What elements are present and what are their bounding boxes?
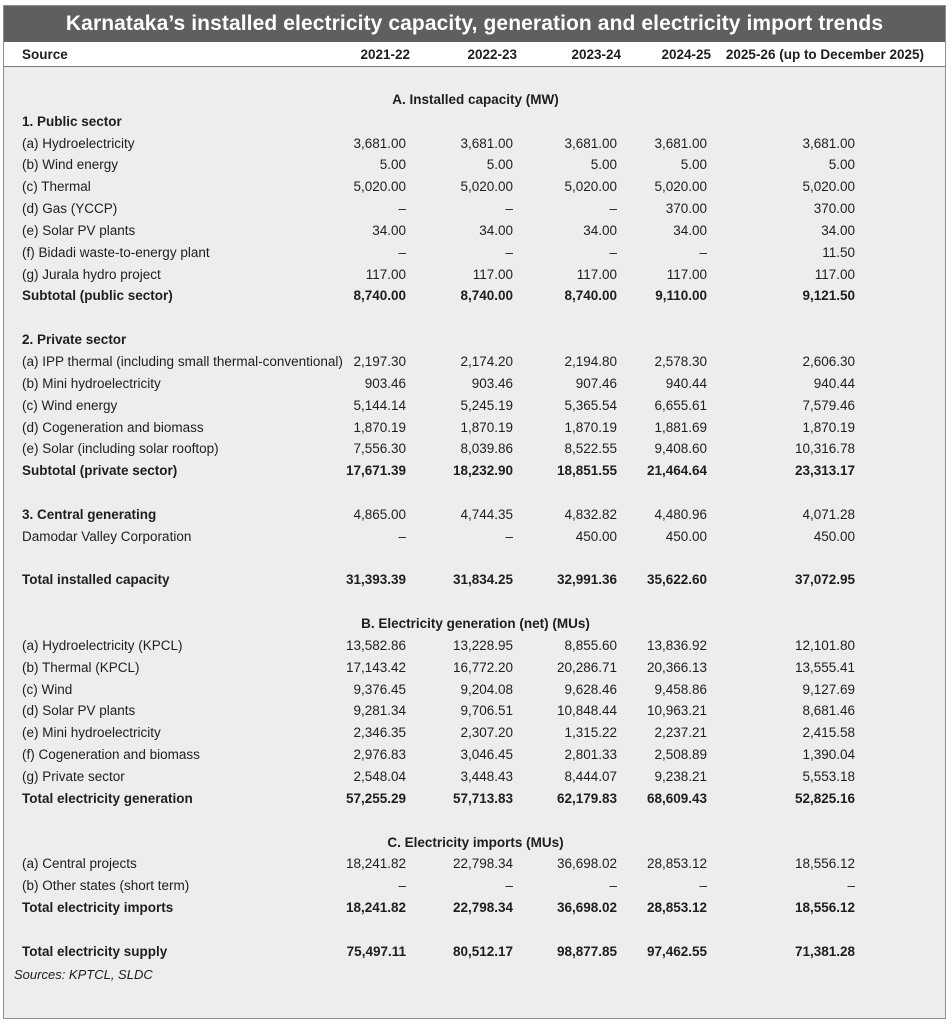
- row-value-1: 31,393.39: [345, 572, 406, 588]
- row-value-5: 12,101.80: [794, 637, 855, 653]
- table-row: [4, 657, 945, 679]
- row-value-5: 5,553.18: [802, 769, 855, 784]
- row-value-4: 34.00: [673, 222, 707, 238]
- row-value-4: 20,366.13: [646, 659, 707, 675]
- row-value-4: 5.00: [680, 157, 707, 173]
- column-header-row: [4, 42, 945, 67]
- row-value-3: 2,801.33: [564, 747, 617, 763]
- row-value-3: –: [609, 244, 617, 260]
- table-row: [4, 744, 945, 766]
- row-value-2: 2,307.20: [460, 725, 513, 741]
- row-value-4: 13,836.92: [646, 637, 707, 653]
- row-value-3: 98,877.85: [556, 943, 617, 959]
- row-value-2: 57,713.83: [452, 790, 513, 806]
- table-row: [4, 264, 945, 286]
- row-value-2: 13,228.95: [452, 637, 513, 653]
- row-label: (a) Central projects: [22, 856, 137, 872]
- table-row: [4, 176, 945, 198]
- row-value-3: 36,698.02: [556, 856, 617, 872]
- table-row: [4, 569, 945, 591]
- row-value-2: 16,772.20: [452, 659, 513, 675]
- column-header-2021-22: 2021-22: [360, 47, 410, 62]
- table-row: [4, 679, 945, 701]
- row-value-3: 62,179.83: [556, 790, 617, 806]
- row-label: Subtotal (public sector): [22, 288, 173, 304]
- row-value-5: 23,313.17: [794, 463, 855, 479]
- row-value-3: 1,315.22: [564, 725, 617, 741]
- row-value-3: 9,628.46: [564, 681, 617, 697]
- row-label: (a) Hydroelectricity: [22, 135, 135, 151]
- row-value-3: 5.00: [590, 157, 617, 173]
- row-value-2: 18,232.90: [452, 463, 513, 479]
- row-value-1: 5.00: [379, 157, 406, 173]
- table-row: [4, 395, 945, 417]
- table-row: [4, 133, 945, 155]
- row-value-4: 28,853.12: [646, 900, 707, 916]
- row-value-2: 31,834.25: [452, 572, 513, 588]
- table-row: [4, 853, 945, 875]
- row-value-5: 18,556.12: [794, 900, 855, 916]
- row-value-4: 2,237.21: [654, 725, 707, 741]
- row-value-3: 8,522.55: [564, 441, 617, 457]
- column-header-2025-26: 2025-26 (up to December 2025): [725, 47, 924, 62]
- row-value-2: 9,706.51: [460, 703, 513, 719]
- row-value-2: 1,870.19: [460, 419, 513, 435]
- row-label: (g) Jurala hydro project: [22, 266, 161, 282]
- table-row: [4, 700, 945, 722]
- row-label: (b) Other states (short term): [22, 878, 190, 894]
- row-value-3: 5,365.54: [564, 397, 617, 413]
- table-row: [4, 351, 945, 373]
- row-value-5: 940.44: [813, 375, 855, 391]
- row-value-1: 117.00: [365, 266, 406, 282]
- row-value-3: 10,848.44: [556, 703, 617, 719]
- row-value-4: 5,020.00: [654, 179, 707, 195]
- row-label: 2. Private sector: [22, 332, 127, 348]
- row-value-4: 940.44: [665, 375, 707, 391]
- row-value-3: 8,740.00: [564, 288, 617, 304]
- row-value-3: 18,851.55: [556, 463, 617, 479]
- row-value-5: 4,071.28: [802, 506, 855, 522]
- row-value-5: 117.00: [814, 266, 855, 282]
- row-value-4: 35,622.60: [646, 572, 707, 588]
- row-value-1: 18,241.82: [345, 900, 406, 916]
- table-row: [4, 329, 945, 351]
- row-value-3: 4,832.82: [564, 506, 617, 522]
- row-value-4: 28,853.12: [646, 856, 707, 872]
- row-label: (c) Thermal: [22, 179, 91, 195]
- row-value-5: 13,555.41: [794, 659, 855, 675]
- table-spacer-row: [4, 307, 945, 329]
- column-header-2022-23: 2022-23: [467, 47, 517, 62]
- row-value-2: 5.00: [486, 157, 513, 173]
- row-value-5: 3,681.00: [802, 135, 855, 151]
- row-value-2: 22,798.34: [452, 900, 513, 916]
- row-value-4: 97,462.55: [646, 943, 707, 959]
- table-row: [4, 220, 945, 242]
- row-value-2: 5,020.00: [460, 179, 513, 195]
- row-value-5: 71,381.28: [794, 943, 855, 959]
- table-row: [4, 635, 945, 657]
- row-label: (e) Solar PV plants: [22, 222, 136, 238]
- column-header-2023-24: 2023-24: [571, 47, 621, 62]
- row-value-4: 3,681.00: [654, 135, 707, 151]
- row-value-3: 117.00: [576, 266, 617, 282]
- row-value-1: 3,681.00: [353, 135, 406, 151]
- table-body: [4, 67, 945, 963]
- row-value-2: 3,681.00: [460, 135, 513, 151]
- row-value-1: 2,346.35: [353, 725, 406, 741]
- row-value-1: 903.46: [364, 375, 406, 391]
- table-row: [4, 788, 945, 810]
- row-value-5: 5,020.00: [802, 179, 855, 195]
- row-value-1: 57,255.29: [345, 790, 406, 806]
- row-value-5: 18,556.12: [794, 856, 855, 872]
- row-value-4: 2,578.30: [654, 353, 707, 369]
- row-label: (a) Hydroelectricity (KPCL): [22, 637, 183, 653]
- table-spacer-row: [4, 591, 945, 613]
- row-value-1: 9,376.45: [353, 681, 406, 697]
- row-value-4: 6,655.61: [654, 397, 707, 413]
- table-row: [4, 875, 945, 897]
- row-label: (e) Solar (including solar rooftop): [22, 441, 219, 457]
- row-value-3: 8,855.60: [564, 637, 617, 653]
- row-value-3: 36,698.02: [556, 900, 617, 916]
- row-value-5: 9,127.69: [802, 681, 855, 697]
- row-label: (b) Mini hydroelectricity: [22, 375, 161, 391]
- row-value-5: 5.00: [828, 157, 855, 173]
- table-row: [4, 897, 945, 919]
- row-value-1: 13,582.86: [345, 637, 406, 653]
- table-panel: [3, 5, 946, 1019]
- section-heading-row: [4, 613, 945, 635]
- row-value-5: 1,390.04: [802, 747, 855, 763]
- row-value-4: 9,238.21: [654, 769, 707, 784]
- sources-note: Sources: KPTCL, SLDC: [14, 967, 153, 982]
- row-value-2: 34.00: [479, 222, 513, 238]
- row-value-5: 37,072.95: [794, 572, 855, 588]
- row-value-4: 117.00: [666, 266, 707, 282]
- row-value-5: 2,606.30: [802, 353, 855, 369]
- row-value-1: 17,143.42: [345, 659, 406, 675]
- row-value-3: 907.46: [575, 375, 617, 391]
- row-value-2: 9,204.08: [460, 681, 513, 697]
- row-label: 3. Central generating: [22, 506, 157, 522]
- row-value-1: 4,865.00: [353, 506, 406, 522]
- row-value-2: 2,174.20: [460, 353, 513, 369]
- row-value-1: –: [398, 528, 406, 544]
- section-title: B. Electricity generation (net) (MUs): [361, 616, 590, 632]
- row-value-2: –: [505, 201, 513, 217]
- row-value-3: 3,681.00: [564, 135, 617, 151]
- section-title: A. Installed capacity (MW): [392, 91, 559, 107]
- row-value-4: 450.00: [665, 528, 707, 544]
- row-value-5: 1,870.19: [802, 419, 855, 435]
- row-value-2: –: [505, 244, 513, 260]
- table-row: [4, 504, 945, 526]
- row-value-1: 34.00: [372, 222, 406, 238]
- row-value-3: –: [609, 878, 617, 894]
- row-label: (d) Gas (YCCP): [22, 201, 118, 217]
- row-value-5: 2,415.58: [802, 725, 855, 741]
- row-label: (e) Mini hydroelectricity: [22, 725, 161, 741]
- row-value-2: 903.46: [471, 375, 513, 391]
- row-value-5: 370.00: [813, 201, 855, 217]
- row-value-1: –: [398, 878, 406, 894]
- row-value-1: 2,548.04: [353, 769, 406, 784]
- row-value-3: 1,870.19: [564, 419, 617, 435]
- table-spacer-row: [4, 67, 945, 89]
- row-value-5: 8,681.46: [802, 703, 855, 719]
- row-label: 1. Public sector: [22, 113, 122, 129]
- row-value-2: 22,798.34: [452, 856, 513, 872]
- section-heading-row: [4, 832, 945, 854]
- table-spacer-row: [4, 810, 945, 832]
- row-value-2: –: [505, 528, 513, 544]
- row-value-1: 75,497.11: [346, 943, 406, 959]
- row-value-5: 11.50: [822, 244, 855, 260]
- table-row: [4, 111, 945, 133]
- row-label: (b) Thermal (KPCL): [22, 659, 140, 675]
- row-label: Total electricity generation: [22, 790, 193, 806]
- row-value-5: 9,121.50: [802, 288, 855, 304]
- row-label: Damodar Valley Corporation: [22, 528, 192, 544]
- table-row: [4, 722, 945, 744]
- row-value-1: 5,144.14: [353, 397, 406, 413]
- table-spacer-row: [4, 482, 945, 504]
- row-value-5: 52,825.16: [794, 790, 855, 806]
- row-value-5: 10,316.78: [794, 441, 855, 457]
- row-value-1: 18,241.82: [345, 856, 406, 872]
- row-value-5: 34.00: [821, 222, 855, 238]
- row-value-3: 450.00: [575, 528, 617, 544]
- row-value-5: –: [847, 878, 855, 894]
- row-value-1: 8,740.00: [353, 288, 406, 304]
- row-value-1: 17,671.39: [345, 463, 406, 479]
- row-value-1: 7,556.30: [353, 441, 406, 457]
- row-value-4: –: [699, 244, 707, 260]
- row-label: (a) IPP thermal (including small thermal-conventional): [22, 353, 343, 369]
- row-value-2: 3,448.43: [460, 769, 513, 784]
- row-value-1: –: [398, 201, 406, 217]
- row-value-3: 5,020.00: [564, 179, 617, 195]
- row-value-2: 8,740.00: [460, 288, 513, 304]
- row-value-2: 4,744.35: [460, 506, 513, 522]
- row-value-1: –: [398, 244, 406, 260]
- row-label: Total electricity imports: [22, 900, 174, 916]
- row-value-4: 370.00: [665, 201, 707, 217]
- row-value-3: 2,194.80: [564, 353, 617, 369]
- table-row: [4, 766, 945, 788]
- row-value-2: 5,245.19: [460, 397, 513, 413]
- row-value-1: 1,870.19: [353, 419, 406, 435]
- row-value-3: 20,286.71: [556, 659, 617, 675]
- row-label: (d) Solar PV plants: [22, 703, 136, 719]
- row-value-1: 2,197.30: [353, 353, 406, 369]
- table-row: [4, 941, 945, 963]
- table-row: [4, 285, 945, 307]
- row-value-4: 68,609.43: [646, 790, 707, 806]
- row-label: (f) Bidadi waste-to-energy plant: [22, 244, 210, 260]
- table-row: [4, 417, 945, 439]
- row-value-2: 80,512.17: [452, 943, 513, 959]
- row-value-4: 2,508.89: [654, 747, 707, 763]
- table-row: [4, 242, 945, 264]
- row-value-2: 117.00: [472, 266, 513, 282]
- section-heading-row: [4, 89, 945, 111]
- row-value-4: –: [699, 878, 707, 894]
- row-value-4: 10,963.21: [646, 703, 707, 719]
- row-value-1: 2,976.83: [353, 747, 406, 763]
- row-value-1: 9,281.34: [353, 703, 406, 719]
- column-header-source: Source: [22, 47, 68, 62]
- row-label: (g) Private sector: [22, 769, 125, 784]
- row-value-3: 32,991.36: [556, 572, 617, 588]
- table-row: [4, 373, 945, 395]
- row-label: Total installed capacity: [22, 572, 170, 588]
- row-value-2: 3,046.45: [460, 747, 513, 763]
- row-value-2: 8,039.86: [460, 441, 513, 457]
- table-spacer-row: [4, 548, 945, 570]
- row-label: Total electricity supply: [22, 943, 168, 959]
- table-spacer-row: [4, 919, 945, 941]
- table-row: [4, 460, 945, 482]
- row-value-4: 9,458.86: [654, 681, 707, 697]
- row-value-4: 1,881.69: [654, 419, 707, 435]
- row-value-5: 7,579.46: [802, 397, 855, 413]
- table-row: [4, 198, 945, 220]
- row-label: Subtotal (private sector): [22, 463, 178, 479]
- row-value-4: 21,464.64: [646, 463, 707, 479]
- row-value-4: 9,408.60: [654, 441, 707, 457]
- row-value-2: –: [505, 878, 513, 894]
- row-value-1: 5,020.00: [353, 179, 406, 195]
- row-label: (f) Cogeneration and biomass: [22, 747, 200, 763]
- section-title: C. Electricity imports (MUs): [387, 834, 564, 850]
- column-header-2024-25: 2024-25: [661, 47, 711, 62]
- row-label: (d) Cogeneration and biomass: [22, 419, 204, 435]
- table-row: [4, 154, 945, 176]
- row-label: (c) Wind: [22, 681, 73, 697]
- table-title: Karnataka’s installed electricity capacity, generation and electricity import trends: [4, 6, 945, 42]
- row-value-3: 8,444.07: [564, 769, 617, 784]
- table-row: [4, 438, 945, 460]
- row-value-3: 34.00: [583, 222, 617, 238]
- row-value-4: 4,480.96: [654, 506, 707, 522]
- row-label: (b) Wind energy: [22, 157, 119, 173]
- row-value-5: 450.00: [813, 528, 855, 544]
- row-value-3: –: [609, 201, 617, 217]
- row-label: (c) Wind energy: [22, 397, 118, 413]
- row-value-4: 9,110.00: [655, 288, 707, 304]
- table-row: [4, 526, 945, 548]
